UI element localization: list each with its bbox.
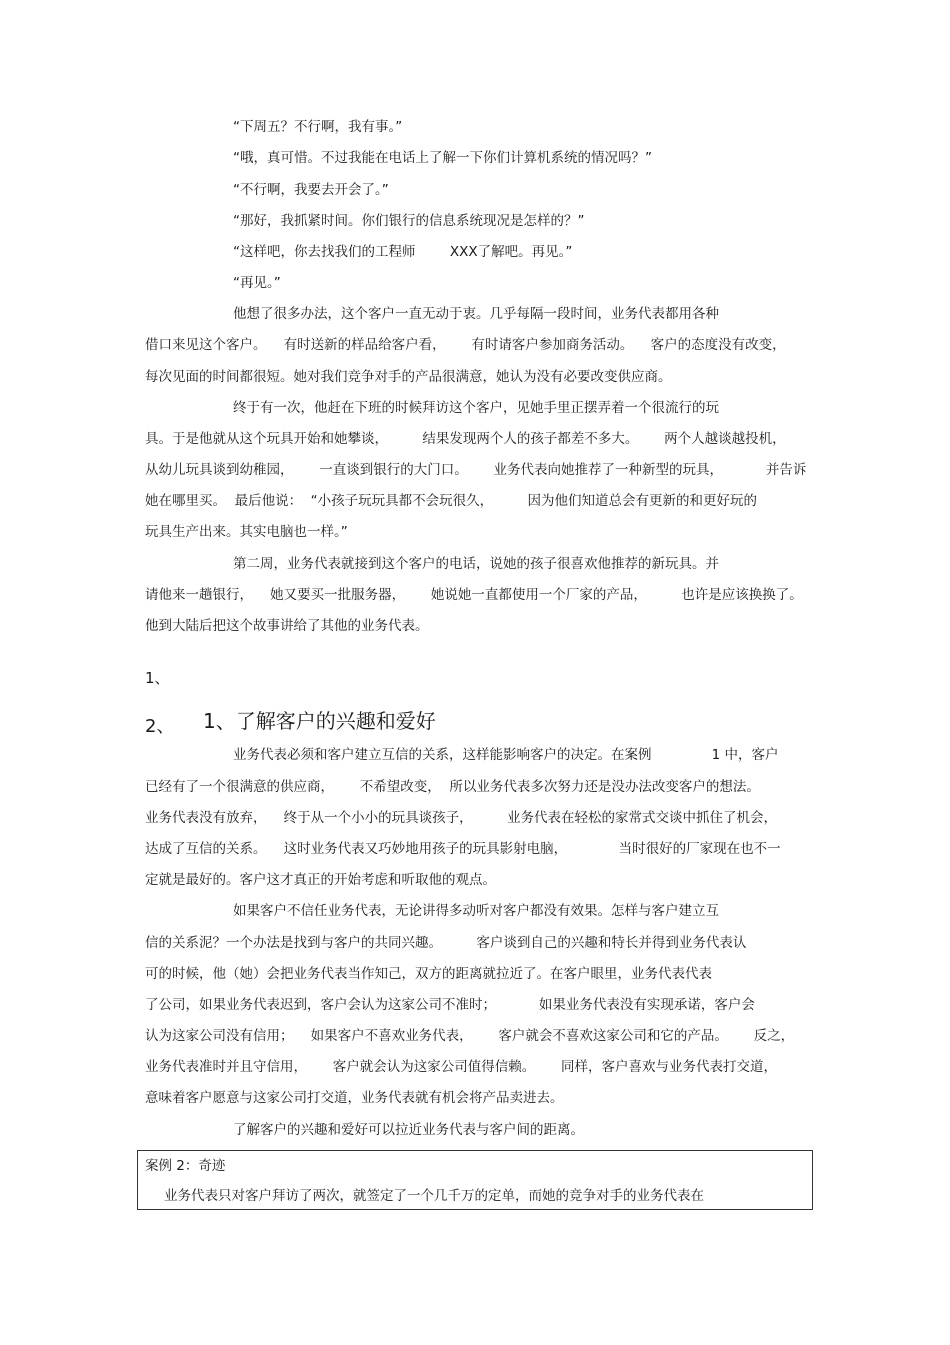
paragraph-line: 具。于是他就从这个玩具开始和她攀谈， 结果发现两个人的孩子都差不多大。 两个人越谈越投机， [145,431,786,447]
paragraph-line: 可的时候，他（她）会把业务代表当作知己，双方的距离就拉近了。在客户眼里，业务代表代表 [145,966,712,982]
paragraph-line: 他到大陆后把这个故事讲给了其他的业务代表。 [145,618,429,634]
paragraph-line: 他想了很多办法，这个客户一直无动于衷。几乎每隔一段时间，业务代表都用各种 [233,306,719,322]
paragraph-line: 意味着客户愿意与这家公司打交道，业务代表就有机会将产品卖进去。 [145,1090,564,1106]
paragraph-line: 每次见面的时间都很短。她对我们竞争对手的产品很满意，她认为没有必要改变供应商。 [145,369,672,385]
paragraph-line: 了公司，如果业务代表迟到，客户会认为这家公司不准时； 如果业务代表没有实现承诺，客户会 [145,997,755,1013]
case-box [137,1150,813,1210]
list-number: 1、 [145,669,170,687]
paragraph-line: 业务代表必须和客户建立互信的关系，这样能影响客户的决定。在案例 1 中，客户 [233,747,779,763]
paragraph-line: 业务代表没有放弃， 终于从一个小小的玩具谈孩子， 业务代表在轻松的家常式交谈中抓住了机会， [145,810,777,826]
paragraph-line: 认为这家公司没有信用； 如果客户不喜欢业务代表， 客户就会不喜欢这家公司和它的产品。 反之， [145,1028,795,1044]
paragraph-line: 从幼儿玩具谈到幼稚园， 一直谈到银行的大门口。 业务代表向她推荐了一种新型的玩具， 并告诉 [145,462,807,478]
paragraph-line: 终于有一次，他赶在下班的时候拜访这个客户，见她手里正摆弄着一个很流行的玩 [233,400,719,416]
dialogue-line: “那好，我抓紧时间。你们银行的信息系统现况是怎样的？” [233,213,585,229]
dialogue-line: “再见。” [233,275,281,291]
paragraph-line: 信的关系泥？一个办法是找到与客户的共同兴趣。 客户谈到自己的兴趣和特长并得到业务代表认 [145,935,747,951]
case-text: 业务代表只对客户拜访了两次，就签定了一个几千万的定单，而她的竞争对手的业务代表在 [164,1188,704,1204]
paragraph-line: 已经有了一个很满意的供应商， 不希望改变， 所以业务代表多次努力还是没办法改变客户的想法。 [145,779,760,795]
dialogue-line: “不行啊，我要去开会了。” [233,182,389,198]
paragraph-line: 请他来一趟银行， 她又要买一批服务器， 她说她一直都使用一个厂家的产品， 也许是应该换换了。 [145,587,803,603]
dialogue-line: “哦，真可惜。不过我能在电话上了解一下你们计算机系统的情况吗？” [233,150,652,166]
list-number: 2、 [145,716,175,737]
dialogue-line: “这样吧，你去找我们的工程师 XXX了解吧。再见。” [233,244,573,260]
paragraph-line: 她在哪里买。 最后他说： “小孩子玩玩具都不会玩很久， 因为他们知道总会有更新的和更好玩的 [145,493,757,509]
paragraph-line: 了解客户的兴趣和爱好可以拉近业务代表与客户间的距离。 [233,1122,584,1138]
dialogue-line: “下周五？不行啊，我有事。” [233,119,403,135]
paragraph-line: 业务代表准时并且守信用， 客户就会认为这家公司值得信赖。 同样，客户喜欢与业务代表打交道， [145,1059,777,1075]
paragraph-line: 第二周，业务代表就接到这个客户的电话，说她的孩子很喜欢他推荐的新玩具。并 [233,556,719,572]
paragraph-line: 如果客户不信任业务代表，无论讲得多动听对客户都没有效果。怎样与客户建立互 [233,903,719,919]
section-heading: 1、了解客户的兴趣和爱好 [203,709,436,733]
paragraph-line: 借口来见这个客户。 有时送新的样品给客户看， 有时请客户参加商务活动。 客户的态度没有改变， [145,337,786,353]
case-title: 案例 2：奇迹 [145,1158,226,1174]
paragraph-line: 玩具生产出来。其实电脑也一样。” [145,524,348,540]
paragraph-line: 达成了互信的关系。 这时业务代表又巧妙地用孩子的玩具影射电脑， 当时很好的厂家现在也不一 [145,841,781,857]
paragraph-line: 定就是最好的。客户这才真正的开始考虑和听取他的观点。 [145,872,496,888]
